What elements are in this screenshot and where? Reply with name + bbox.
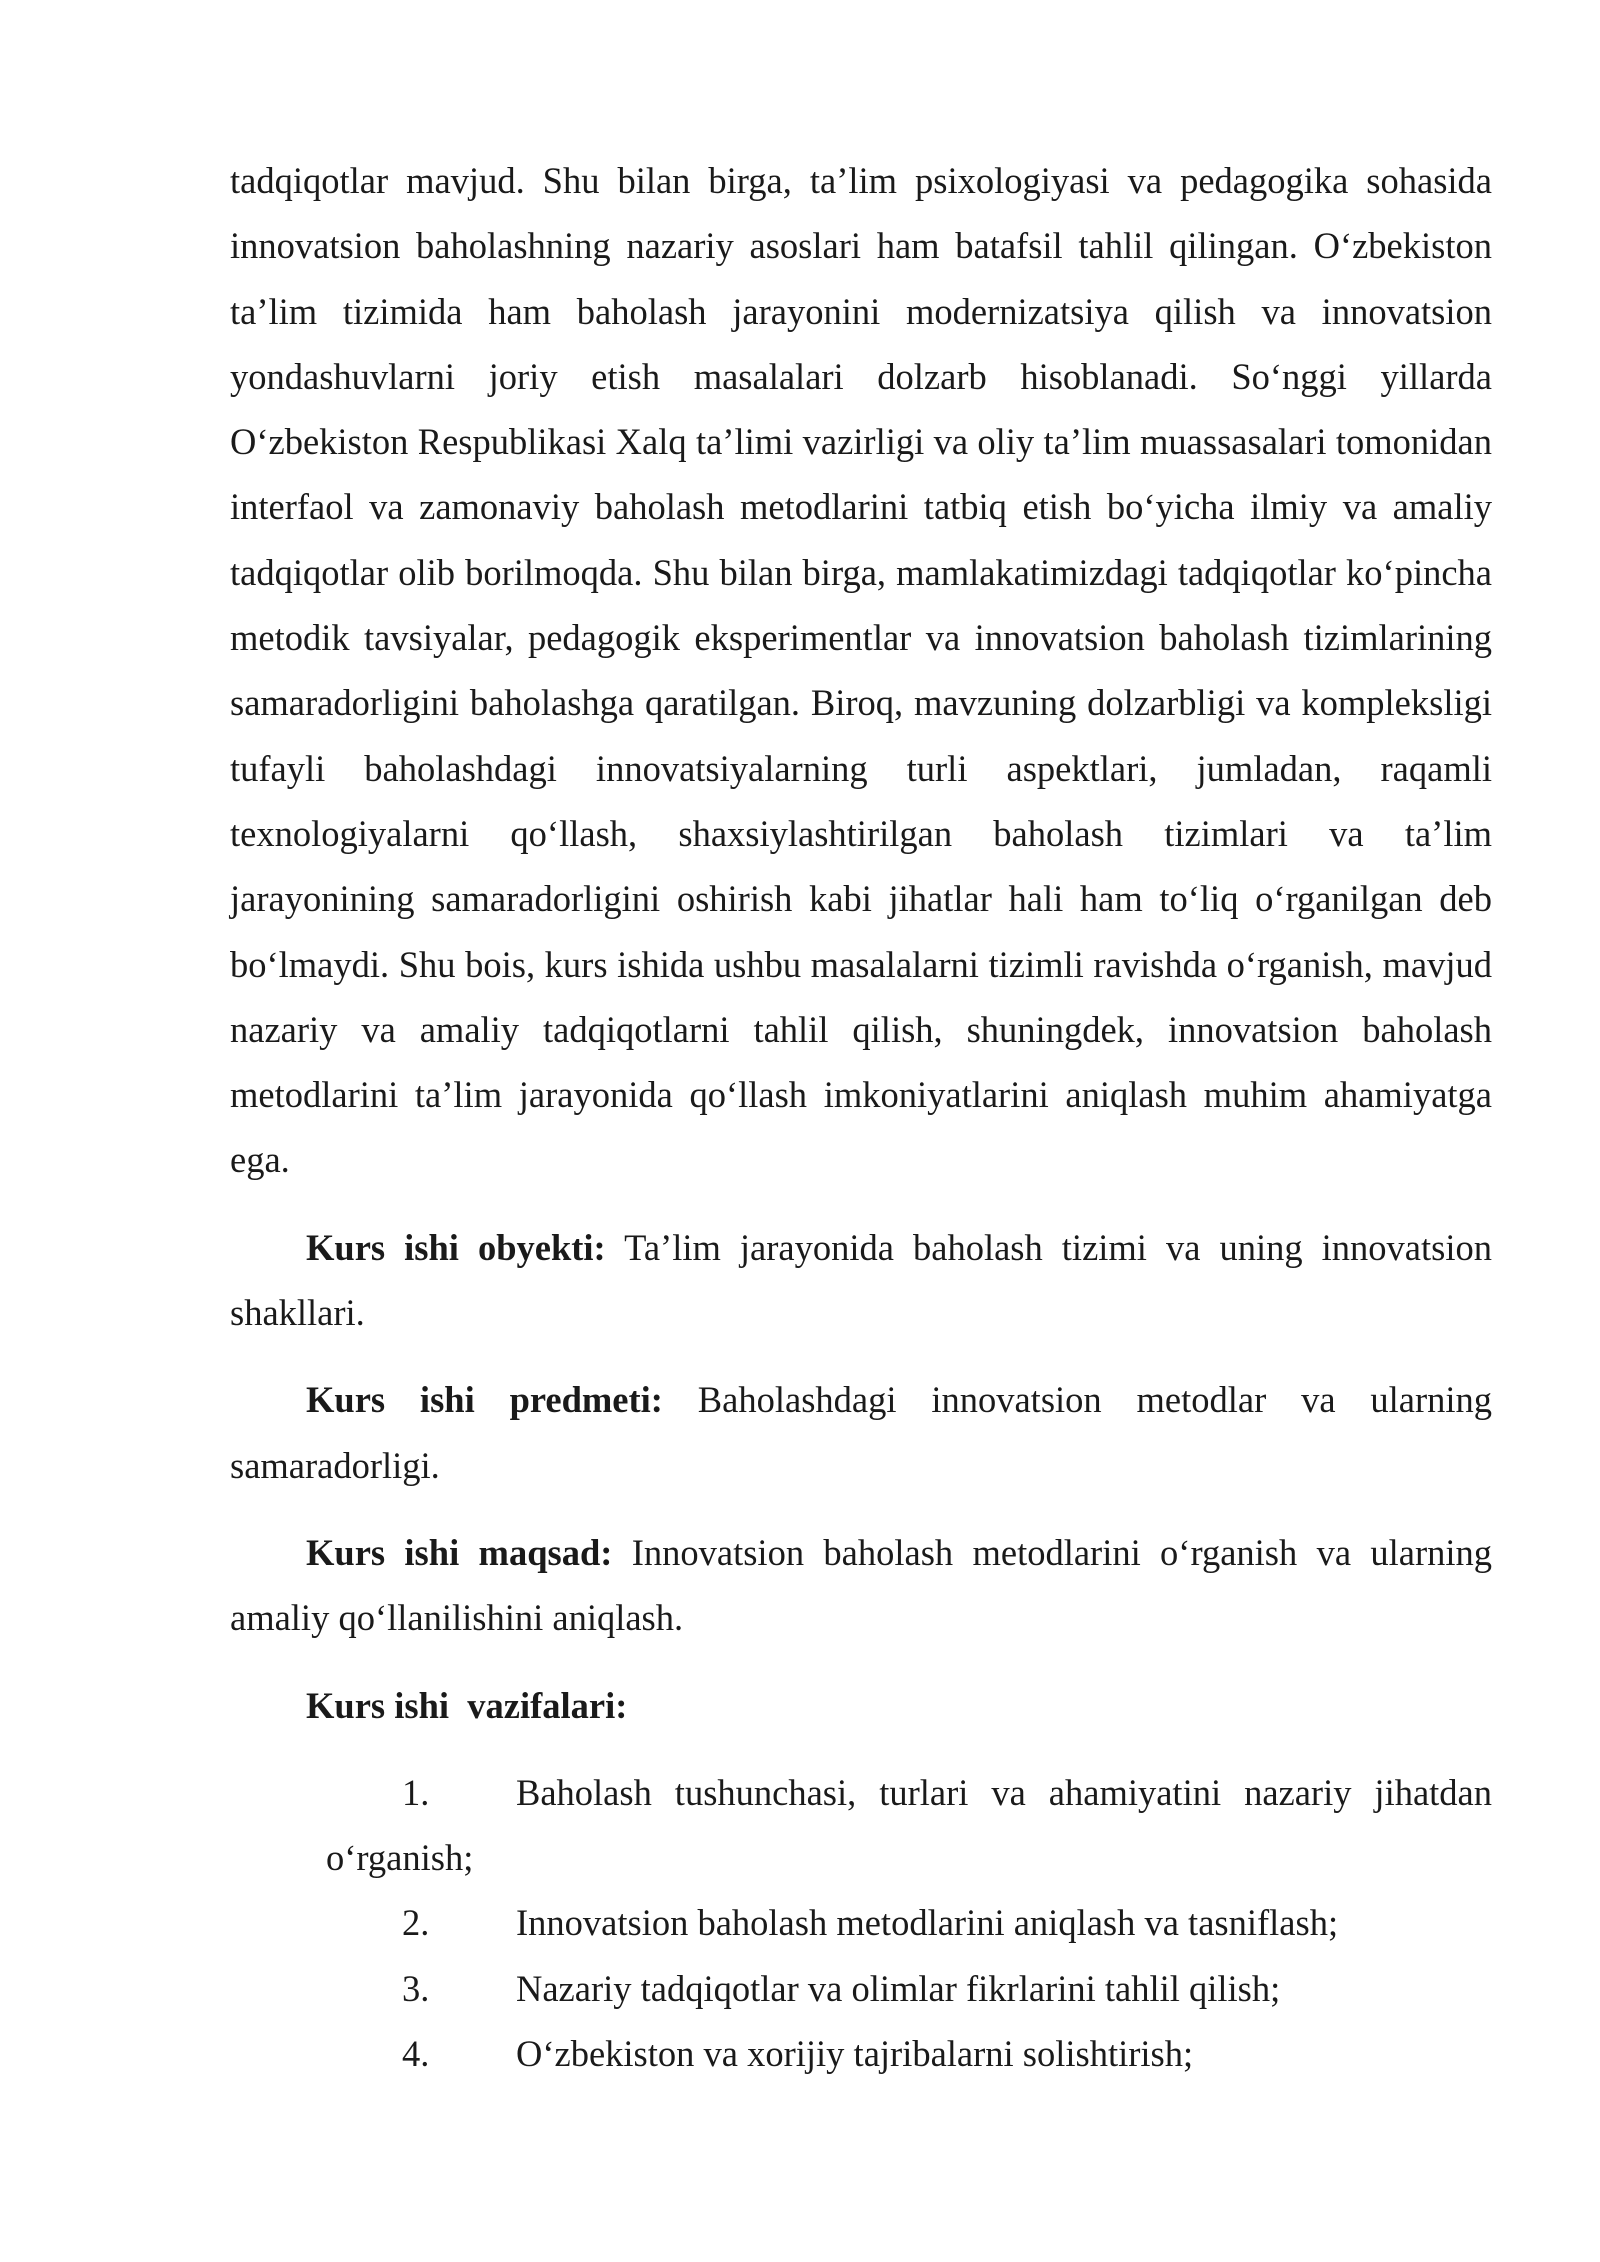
subject-paragraph: [230, 1367, 1492, 1498]
tasks-list: [230, 1760, 1492, 2086]
goal-paragraph: [230, 1520, 1492, 1651]
list-item: [230, 2021, 1492, 2086]
list-item-number: 2.: [402, 1902, 430, 1944]
list-item-text: Baholash tushunchasi, turlari va ahamiyatini nazariy jihatdan: [516, 1771, 1492, 1813]
goal-text: Innovatsion baholash metodlarini o‘rganish va ularning amaliy qo‘llanilishini aniqlash.: [230, 1531, 1492, 1639]
list-item-number: 4.: [402, 2033, 430, 2075]
body-paragraph: tadqiqotlar mavjud. Shu bilan birga, ta’lim psixologiyasi va pedagogika sohasida innovatsion baholashning nazariy asoslari ham batafsil tahlil qilingan. O‘zbekiston ta’lim tizimida ham baholash jarayonini modernizatsiya qilish va innovatsion yondashuvlarni joriy etish masalalari dolzarb hisoblanadi. So‘nggi yillarda O‘zbekiston Respublikasi Xalq ta’limi vazirligi va oliy ta’lim muassasalari tomonidan interfaol va zamonaviy baholash metodlarini tatbiq etish bo‘yicha ilmiy va amaliy tadqiqotlar olib borilmoqda. Shu bilan birga, mamlakatimizdagi tadqiqotlar ko‘pincha metodik tavsiyalar, pedagogik eksperimentlar va innovatsion baholash tizimlarining samaradorligini baholashga qaratilgan. Biroq, mavzuning dolzarbligi va kompleksligi tufayli baholashdagi innovatsiyalarning turli aspektlari, jumladan, raqamli texnologiyalarni qo‘llash, shaxsiylashtirilgan baholash tizimlari va ta’lim jarayonining samaradorligini oshirish kabi jihatlar hali ham to‘liq o‘rganilgan deb bo‘lmaydi. Shu bois, kurs ishida ushbu masalalarni tizimli ravishda o‘rganish, mavjud nazariy va amaliy tadqiqotlarni tahlil qilish, shuningdek, innovatsion baholash metodlarini ta’lim jarayonida qo‘llash imkoniyatlarini aniqlash muhim ahamiyatga ega.: [230, 160, 1492, 1181]
goal-label: Kurs ishi maqsad:: [306, 1531, 613, 1573]
list-item: [230, 1760, 1492, 1891]
subject-label: Kurs ishi predmeti:: [306, 1379, 663, 1421]
list-item-continuation: o‘rganish;: [326, 1837, 474, 1879]
subject-text: Baholashdagi innovatsion metodlar va ularning samaradorligi.: [230, 1379, 1493, 1486]
list-item-number: 3.: [402, 1967, 430, 2009]
list-item-text: Innovatsion baholash metodlarini aniqlash va tasniflash;: [516, 1902, 1339, 1944]
list-item: [230, 1956, 1492, 2021]
object-label: Kurs ishi obyekti:: [306, 1226, 606, 1268]
object-paragraph: [230, 1215, 1492, 1346]
list-item-text: O‘zbekiston va xorijiy tajribalarni solishtirish;: [516, 2033, 1194, 2075]
document-page: [230, 148, 1492, 2086]
list-item-number: 1.: [402, 1771, 430, 1813]
tasks-heading: Kurs ishi vazifalari:: [306, 1684, 628, 1726]
list-item-text: Nazariy tadqiqotlar va olimlar fikrlarini tahlil qilish;: [516, 1967, 1281, 2009]
object-text: Ta’lim jarayonida baholash tizimi va uning innovatsion shakllari.: [230, 1226, 1492, 1334]
list-item: [230, 1890, 1492, 1955]
